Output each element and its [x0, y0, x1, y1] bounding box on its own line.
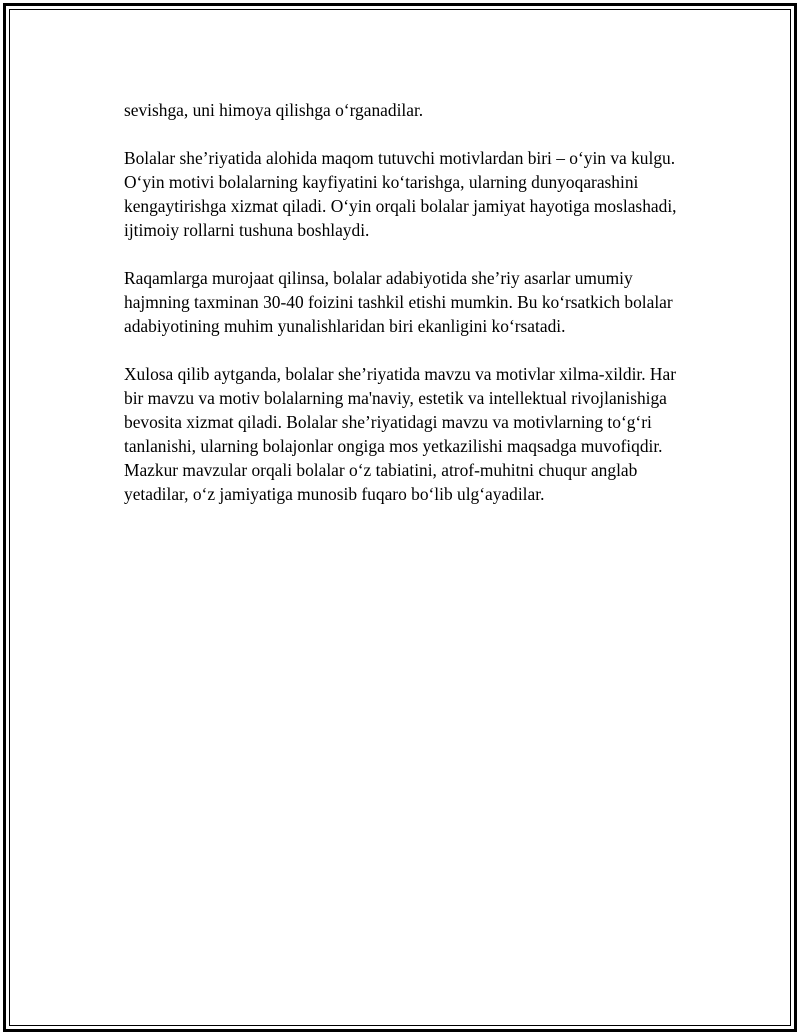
paragraph-statistics: Raqamlarga murojaat qilinsa, bolalar adabiyotida she’riy asarlar umumiy hajmning taxminan 30-40 foizini tashkil etishi mumkin. Bu ko‘rsatkich bolalar adabiyotining muhim yunalishlaridan biri ekanligini ko‘rsatadi.	[124, 268, 673, 336]
page-border	[3, 3, 797, 1032]
paragraph-conclusion: Xulosa qilib aytganda, bolalar she’riyatida mavzu va motivlar xilma-xildir. Har bir mavzu va motiv bolalarning ma'naviy, estetik va intellektual rivojlanishiga bevosita xizmat qiladi. Bolalar she’riyatidagi mavzu va motivlarning to‘g‘ri tanlanishi, ularning bolajonlar ongiga mos yetkazilishi maqsadga muvofiqdir. Mazkur mavzular orqali bolalar o‘z tabiatini, atrof-muhitni chuqur anglab yetadilar, o‘z jamiyatiga munosib fuqaro bo‘lib ulg‘ayadilar.	[124, 364, 676, 504]
paragraph-continuation: sevishga, uni himoya qilishga o‘rganadilar.	[124, 100, 424, 120]
paragraph-play-and-laughter: Bolalar she’riyatida alohida maqom tutuvchi motivlardan biri – o‘yin va kulgu. O‘yin motivi bolalarning kayfiyatini ko‘tarishga, ularning dunyoqarashini kengaytirishga xizmat qiladi. O‘yin orqali bolalar jamiyat hayotiga moslashadi, ijtimoiy rollarni tushuna boshlaydi.	[124, 148, 677, 240]
document-body	[124, 98, 699, 506]
